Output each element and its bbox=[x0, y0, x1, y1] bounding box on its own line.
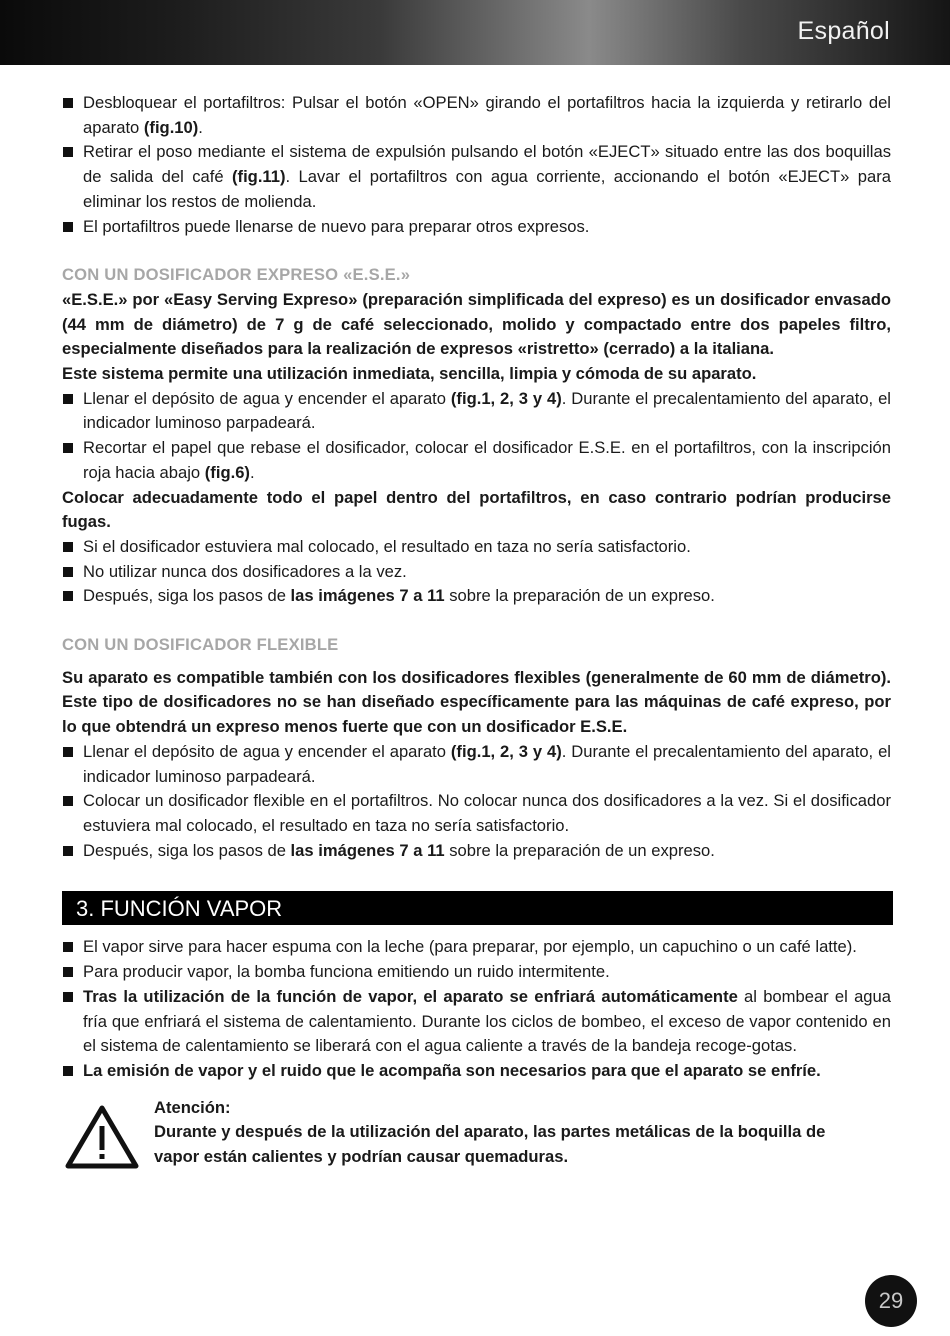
page-content bbox=[62, 91, 891, 1186]
ese-system-note: Este sistema permite una utilización inmediata, sencilla, limpia y cómoda de su aparato. bbox=[62, 364, 757, 384]
warning-icon bbox=[64, 1104, 140, 1170]
list-item: Desbloquear el portafiltros: Pulsar el botón «OPEN» girando el portafiltros hacia la izquierda y retirarlo del aparato (fig.10). bbox=[62, 91, 891, 140]
page-number: 29 bbox=[865, 1275, 917, 1327]
list-item: Recortar el papel que rebase el dosificador, colocar el dosificador E.S.E. en el portafiltros, con la inscripción roja hacia abajo (fig.6). bbox=[62, 436, 891, 485]
ese-intro: «E.S.E.» por «Easy Serving Expreso» (preparación simplificada del expreso) es un dosificador envasado (44 mm de diámetro) de 7 g de café seleccionado, molido y compactado entre dos papeles filtro, especialmente diseñados para la realización de expresos «ristretto» (cerrado) a la italiana. bbox=[62, 289, 891, 359]
attention-box bbox=[62, 1096, 891, 1186]
list-item: Después, siga los pasos de las imágenes 7 a 11 sobre la preparación de un expreso. bbox=[62, 584, 891, 609]
attention-text: Durante y después de la utilización del aparato, las partes metálicas de la boquilla de vapor están calientes y podrían causar quemaduras. bbox=[154, 1122, 826, 1167]
section-heading-flexible: CON UN DOSIFICADOR FLEXIBLE bbox=[62, 635, 339, 655]
attention-title: Atención: bbox=[154, 1097, 231, 1117]
list-item: Llenar el depósito de agua y encender el aparato (fig.1, 2, 3 y 4). Durante el precalentamiento del aparato, el indicador luminoso parpadeará. bbox=[62, 387, 891, 436]
section-title-vapor: 3. FUNCIÓN VAPOR bbox=[62, 891, 893, 925]
list-item: Si el dosificador estuviera mal colocado, el resultado en taza no sería satisfactorio. bbox=[62, 535, 891, 560]
page-header bbox=[0, 0, 950, 65]
list-item: Colocar un dosificador flexible en el portafiltros. No colocar nunca dos dosificadores a la vez. Si el dosificador estuviera mal colocado, el resultado en taza no sería satisfactorio. bbox=[62, 789, 891, 838]
list-item: Tras la utilización de la función de vapor, el aparato se enfriará automáticamente al bombear el agua fría que enfriará el sistema de calentamiento. Durante los ciclos de bombeo, el exceso de vapor contenido en el sistema de calentamiento se liberará con el agua caliente a través de la bandeja recoge-gotas. bbox=[62, 985, 891, 1059]
list-item: Después, siga los pasos de las imágenes 7 a 11 sobre la preparación de un expreso. bbox=[62, 839, 891, 864]
list-item: El vapor sirve para hacer espuma con la leche (para preparar, por ejemplo, un capuchino o un café latte). bbox=[62, 935, 891, 960]
language-label: Español bbox=[797, 17, 890, 45]
list-item: La emisión de vapor y el ruido que le acompaña son necesarios para que el aparato se enfríe. bbox=[62, 1059, 891, 1084]
flexible-intro: Su aparato es compatible también con los dosificadores flexibles (generalmente de 60 mm de diámetro). Este tipo de dosificadores no se han diseñado específicamente para las máquinas de café expreso, por lo que obtendrá un expreso menos fuerte que con un dosificador E.S.E. bbox=[62, 667, 891, 737]
list-item: Retirar el poso mediante el sistema de expulsión pulsando el botón «EJECT» situado entre las dos boquillas de salida del café (fig.11). Lavar el portafiltros con agua corriente, accionando el botón «EJECT» para eliminar los restos de molienda. bbox=[62, 140, 891, 214]
ese-warning: Colocar adecuadamente todo el papel dentro del portafiltros, en caso contrario podrían producirse fugas. bbox=[62, 487, 891, 532]
list-item: Para producir vapor, la bomba funciona emitiendo un ruido intermitente. bbox=[62, 960, 891, 985]
list-item: Llenar el depósito de agua y encender el aparato (fig.1, 2, 3 y 4). Durante el precalentamiento del aparato, el indicador luminoso parpadeará. bbox=[62, 740, 891, 789]
section-heading-ese: CON UN DOSIFICADOR EXPRESO «E.S.E.» bbox=[62, 265, 411, 285]
list-item: El portafiltros puede llenarse de nuevo para preparar otros expresos. bbox=[62, 215, 891, 240]
list-item: No utilizar nunca dos dosificadores a la vez. bbox=[62, 560, 891, 585]
